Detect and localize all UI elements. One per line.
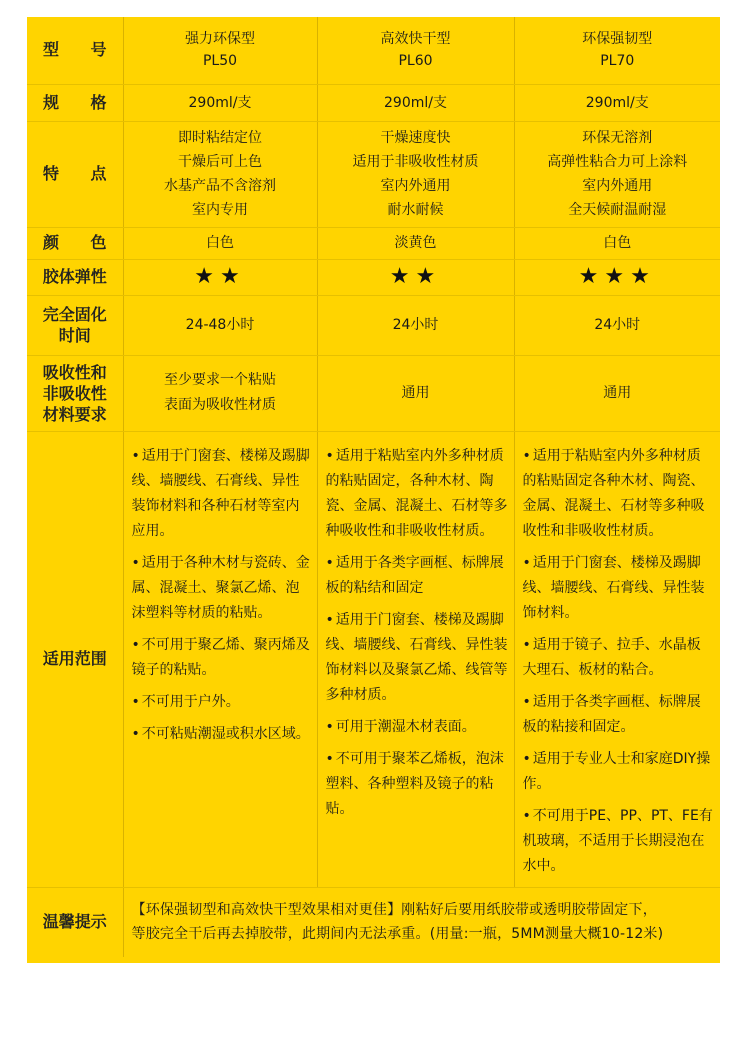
features-col-1 (123, 121, 317, 227)
scope-text: 不可用于聚乙烯、聚丙烯及镜子的粘贴。 (131, 636, 310, 678)
bullet-icon: • (325, 750, 334, 767)
list-item (523, 444, 715, 544)
list-item (326, 608, 508, 708)
scope-text: 适用于各种木材与瓷砖、金属、混凝土、聚氯乙烯、泡沫塑料等材质的粘贴。 (131, 554, 310, 621)
scope-text: 适用于粘贴室内外多种材质的粘贴固定各种木材、陶瓷、金属、混凝土、石材等多种吸收性和非吸收性材质。 (522, 447, 705, 539)
label-absorb-line3: 材料要求 (42, 404, 107, 424)
absorb-col-2: 通用 (317, 355, 514, 431)
label-cure-time (27, 295, 123, 355)
list-item (326, 551, 508, 601)
feature-line: 全天候耐温耐湿 (568, 202, 667, 218)
absorb-col-3: 通用 (514, 355, 720, 431)
bullet-icon: • (522, 807, 531, 824)
absorb-line: 至少要求一个粘贴 (164, 372, 276, 388)
label-absorb-line2: 非吸收性 (42, 383, 107, 403)
scope-text: 适用于各类字画框、标牌展板的粘接和固定。 (522, 693, 701, 735)
label-absorbency (27, 355, 123, 431)
feature-line: 干燥速度快 (380, 130, 451, 146)
label-features-char2: 点 (90, 164, 107, 183)
scope-text: 适用于门窗套、楼梯及踢脚线、墙腰线、石膏线、异性装饰材料。 (522, 554, 705, 621)
color-col-3: 白色 (514, 227, 720, 259)
scope-text: 适用于专业人士和家庭DIY操作。 (522, 750, 711, 792)
label-spec (27, 84, 123, 121)
bullet-icon: • (325, 554, 334, 571)
color-col-2: 淡黄色 (317, 227, 514, 259)
label-tip: 温馨提示 (27, 887, 123, 957)
elasticity-stars-3: ★★★ (514, 259, 720, 295)
spec-col-3: 290ml/支 (514, 84, 720, 121)
scope-text: 适用于门窗套、楼梯及踢脚线、墙腰线、石膏线、异性装饰材料和各种石材等室内应用。 (131, 447, 310, 539)
row-elasticity (27, 259, 720, 295)
list-item (523, 551, 715, 626)
cure-col-1: 24-48小时 (123, 295, 317, 355)
model-code: PL50 (202, 53, 238, 70)
label-color (27, 227, 123, 259)
model-code: PL60 (398, 53, 433, 70)
product-spec-sheet (27, 17, 720, 963)
label-absorb-line1: 吸收性和 (42, 362, 107, 382)
feature-line: 干燥后可上色 (178, 154, 262, 170)
bullet-icon: • (131, 636, 140, 653)
list-item (326, 747, 508, 822)
model-col-3 (514, 17, 720, 84)
label-model-char1: 型 (43, 40, 60, 60)
bullet-icon: • (325, 447, 334, 464)
list-item (132, 722, 311, 747)
label-spec-char2: 格 (90, 92, 107, 112)
bullet-icon: • (522, 750, 531, 767)
scope-text: 适用于门窗套、楼梯及踢脚线、墙腰线、石膏线、异性装饰材料以及聚氯乙烯、线管等多种材质。 (325, 611, 508, 703)
feature-line: 室内外通用 (380, 178, 451, 194)
bullet-icon: • (131, 447, 140, 464)
list-item (523, 690, 715, 740)
bullet-icon: • (522, 554, 531, 571)
label-model (27, 17, 123, 84)
tip-line1: 【环保强韧型和高效快干型效果相对更佳】刚粘好后要用纸胶带或透明胶带固定下， (131, 902, 657, 919)
list-item (523, 804, 715, 879)
label-cure-line2: 时间 (58, 326, 91, 345)
feature-line: 高弹性粘合力可上涂料 (547, 154, 688, 170)
label-features-char1: 特 (43, 164, 60, 183)
bullet-icon: • (131, 693, 140, 710)
model-col-2 (317, 17, 514, 84)
list-item (132, 633, 311, 683)
row-tip (27, 887, 720, 957)
spec-table (27, 17, 720, 957)
feature-line: 环保无溶剂 (582, 130, 653, 146)
row-color (27, 227, 720, 259)
spec-col-1: 290ml/支 (123, 84, 317, 121)
label-scope: 适用范围 (27, 431, 123, 887)
elasticity-stars-2: ★★ (317, 259, 514, 295)
list-item (523, 747, 715, 797)
feature-line: 室内专用 (192, 202, 248, 218)
label-features (27, 121, 123, 227)
scope-col-2 (317, 431, 514, 887)
spec-col-2: 290ml/支 (317, 84, 514, 121)
row-features (27, 121, 720, 227)
scope-text: 可用于潮湿木材表面。 (335, 718, 476, 735)
row-absorbency (27, 355, 720, 431)
bullet-icon: • (522, 636, 531, 653)
list-item (132, 551, 311, 626)
scope-col-1 (123, 431, 317, 887)
model-code: PL70 (600, 53, 635, 70)
bullet-icon: • (325, 718, 334, 735)
row-model (27, 17, 720, 84)
absorb-col-1 (123, 355, 317, 431)
scope-text: 不可用于PE、PP、PT、FE有机玻璃，不适用于长期浸泡在水中。 (522, 807, 713, 874)
feature-line: 室内外通用 (582, 178, 653, 194)
color-col-1: 白色 (123, 227, 317, 259)
list-item (326, 715, 508, 740)
scope-col-3 (514, 431, 720, 887)
absorb-line: 表面为吸收性材质 (164, 397, 276, 413)
scope-text: 不可用于户外。 (141, 693, 240, 710)
list-item (326, 444, 508, 544)
list-item (132, 690, 311, 715)
cure-col-2: 24小时 (317, 295, 514, 355)
features-col-3 (514, 121, 720, 227)
model-name: 环保强韧型 (582, 31, 653, 48)
scope-text: 不可粘贴潮湿或积水区域。 (141, 725, 310, 742)
scope-text: 不可用于聚苯乙烯板，泡沫塑料、各种塑料及镜子的粘贴。 (325, 750, 504, 817)
feature-line: 水基产品不含溶剂 (164, 178, 276, 194)
scope-text: 适用于粘贴室内外多种材质的粘贴固定，各种木材、陶瓷、金属、混凝土、石材等多种吸收性和非吸收性材质。 (325, 447, 508, 539)
cure-col-3: 24小时 (514, 295, 720, 355)
list-item (523, 633, 715, 683)
elasticity-stars-1: ★★ (123, 259, 317, 295)
scope-text: 适用于镜子、拉手、水晶板大理石、板材的粘合。 (522, 636, 701, 678)
row-scope (27, 431, 720, 887)
label-cure-line1: 完全固化 (42, 305, 107, 324)
list-item (132, 444, 311, 544)
tip-text (123, 887, 720, 957)
bullet-icon: • (131, 554, 140, 571)
feature-line: 适用于非吸收性材质 (352, 154, 479, 170)
label-color-char1: 颜 (43, 233, 60, 252)
label-model-char2: 号 (90, 40, 107, 60)
model-name: 强力环保型 (185, 31, 255, 48)
bullet-icon: • (131, 725, 140, 742)
feature-line: 耐水耐候 (387, 202, 444, 218)
bullet-icon: • (325, 611, 334, 628)
features-col-2 (317, 121, 514, 227)
label-spec-char1: 规 (43, 92, 60, 112)
scope-text: 适用于各类字画框、标牌展板的粘结和固定 (325, 554, 504, 596)
tip-line2: 等胶完全干后再去掉胶带，此期间内无法承重。(用量:一瓶，5MM测量大概10-12米) (131, 926, 664, 943)
label-elasticity: 胶体弹性 (27, 259, 123, 295)
feature-line: 即时粘结定位 (178, 130, 262, 146)
bullet-icon: • (522, 447, 531, 464)
model-name: 高效快干型 (380, 31, 451, 48)
row-spec (27, 84, 720, 121)
bullet-icon: • (522, 693, 531, 710)
label-color-char2: 色 (90, 233, 107, 252)
row-cure-time (27, 295, 720, 355)
model-col-1 (123, 17, 317, 84)
